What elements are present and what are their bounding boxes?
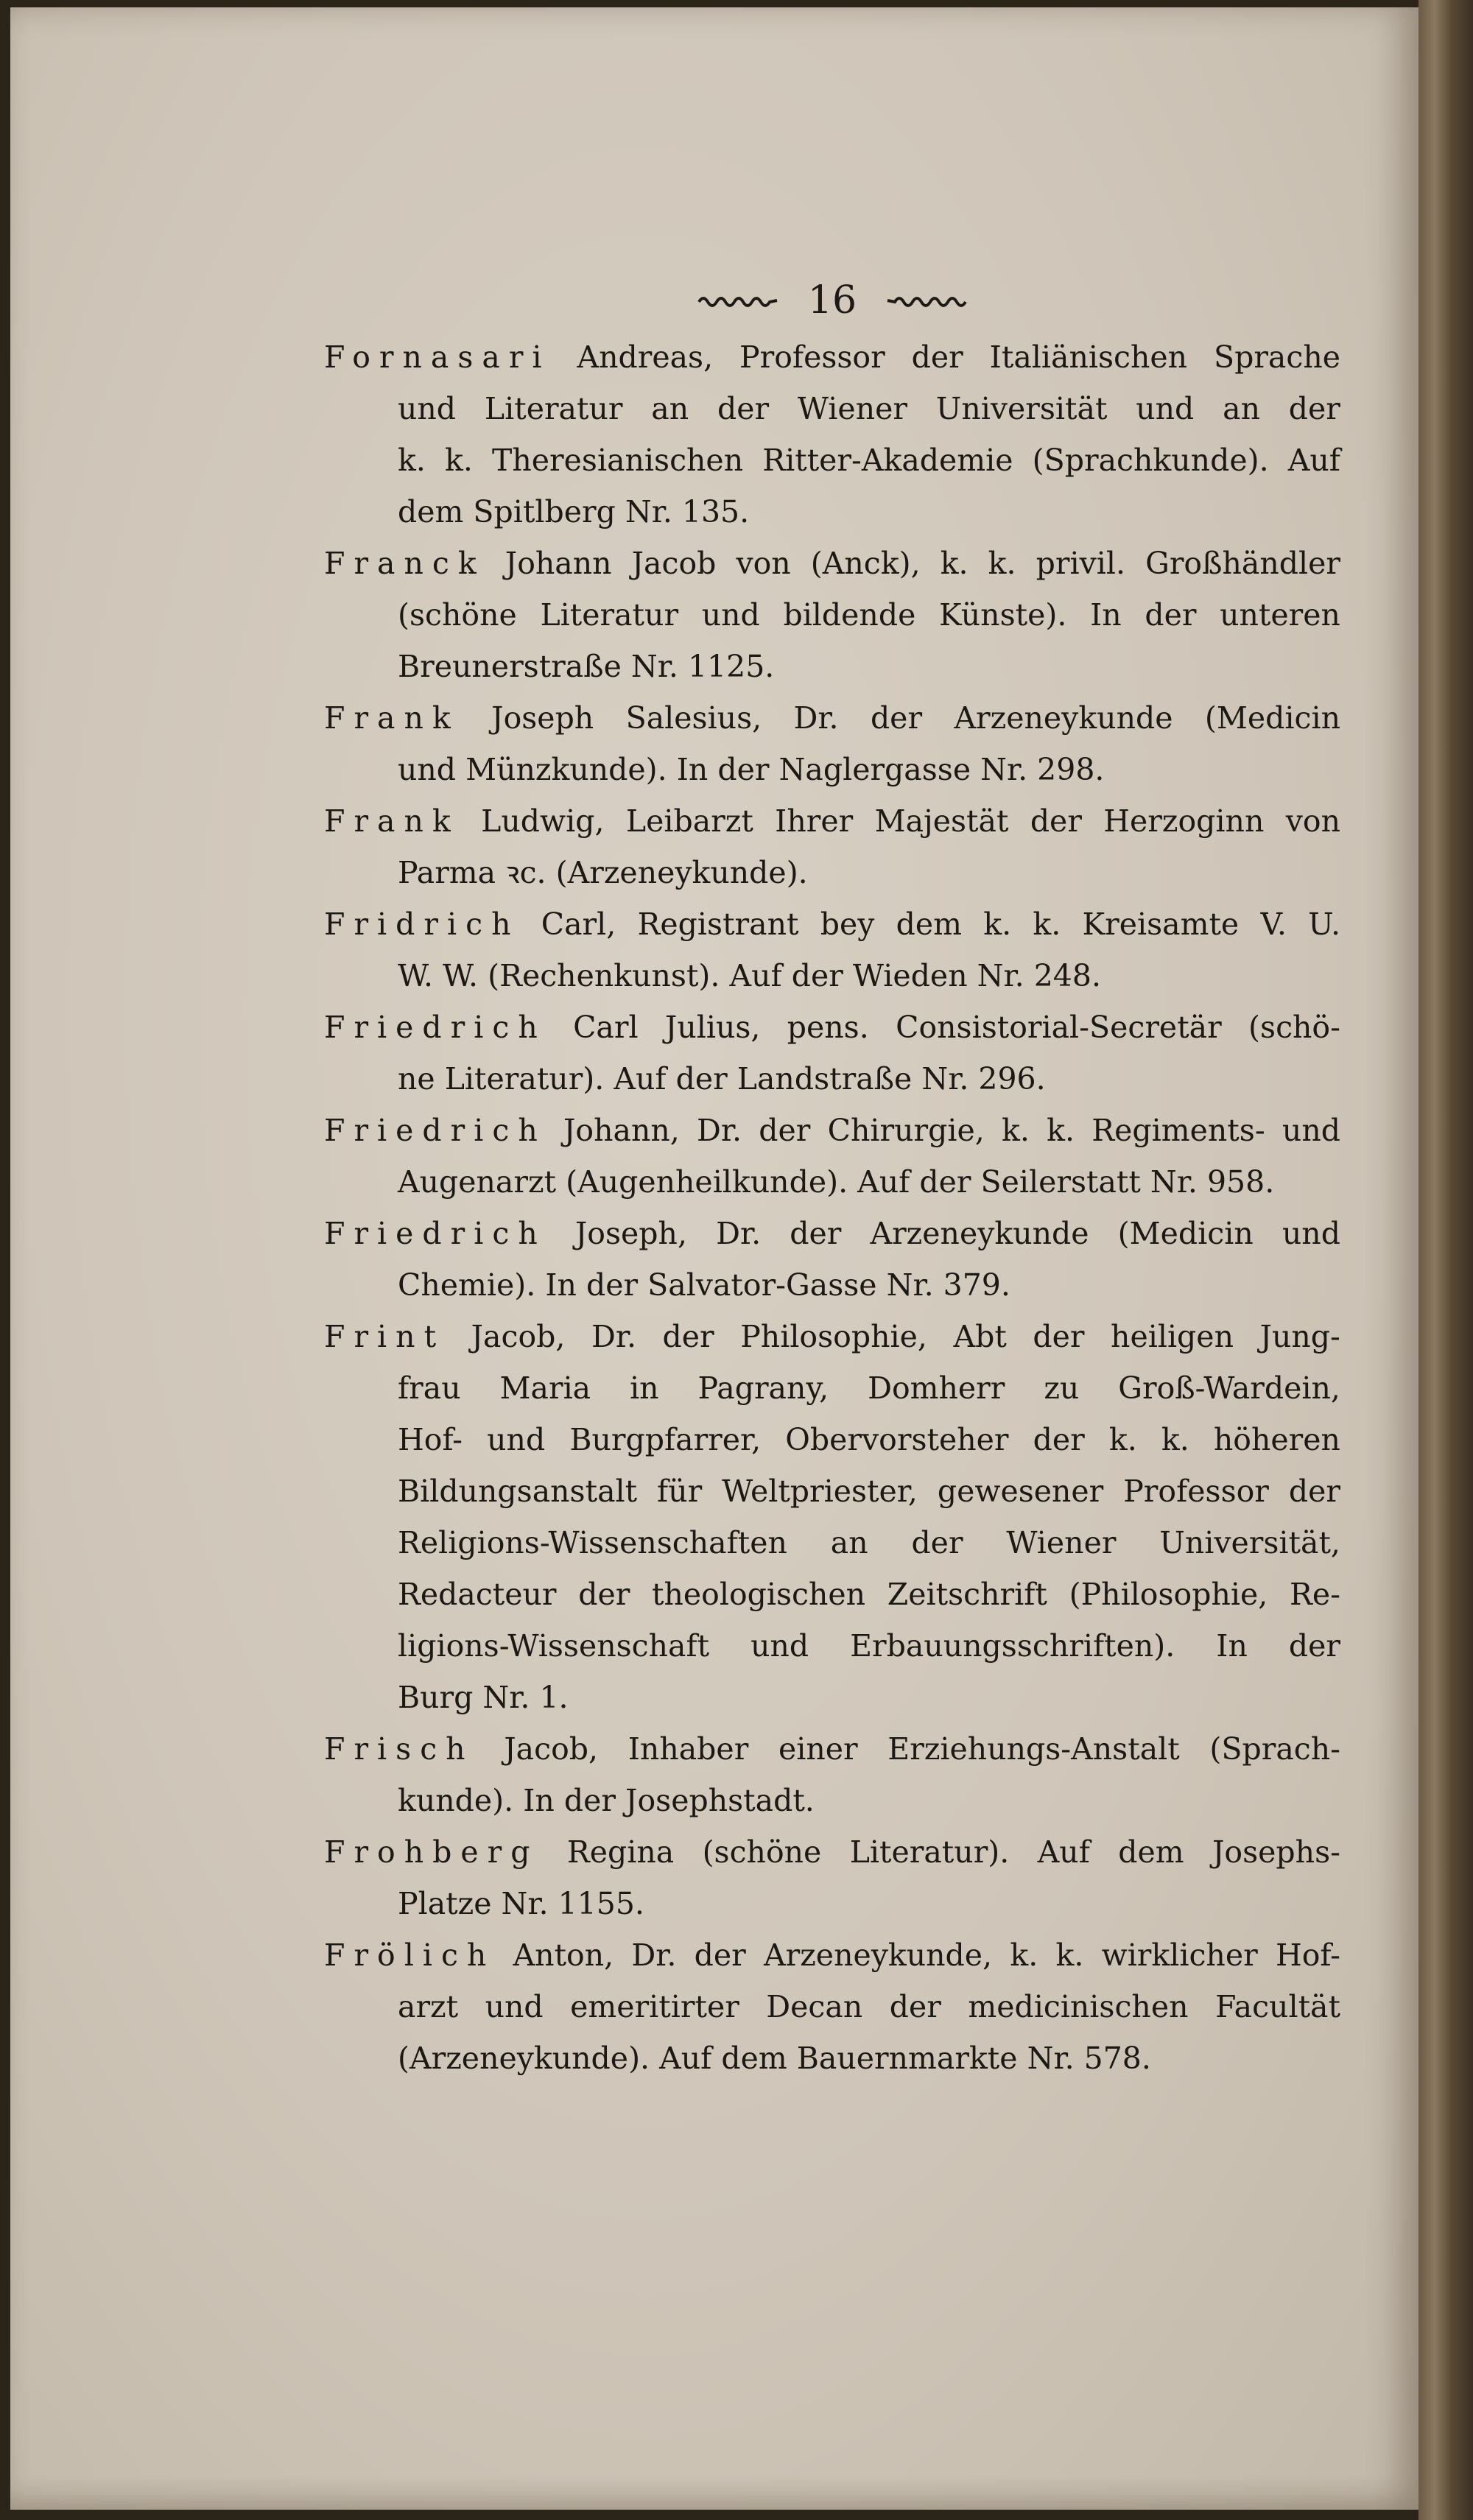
word: und — [398, 391, 457, 426]
word: Weltpriester, — [722, 1474, 918, 1509]
word: Literatur — [540, 597, 679, 633]
directory-entry — [324, 1826, 1340, 1929]
word: pens. — [787, 1010, 869, 1045]
word: Universität — [935, 391, 1108, 426]
word: Nr. — [501, 1886, 558, 1921]
word: der — [919, 1164, 981, 1200]
word: Dr. — [716, 1216, 762, 1251]
word: Leibarzt — [625, 803, 753, 839]
entry-line — [324, 1775, 1340, 1826]
word: Julius, — [664, 1010, 761, 1045]
word: Franck — [324, 546, 485, 581]
word: der — [790, 1216, 842, 1251]
word: emeritirter — [570, 1989, 739, 2024]
directory-entry — [324, 1208, 1340, 1311]
word: der — [889, 1989, 941, 2024]
word: und — [398, 752, 466, 787]
word: W. — [398, 958, 443, 993]
word: (Arzeneykunde). — [398, 2041, 660, 2076]
word: Naglergasse — [778, 752, 981, 787]
word: kunde). — [398, 1783, 524, 1818]
word: 248. — [1033, 958, 1101, 993]
word: der — [1145, 597, 1197, 633]
word: Friedrich — [324, 1113, 546, 1148]
word: Sprache — [1213, 339, 1340, 375]
directory-entries — [324, 331, 1340, 2084]
word: Consistorial-Secretär — [896, 1010, 1222, 1045]
entry-line — [324, 847, 1340, 898]
word: und — [1282, 1216, 1340, 1251]
word: ꝛc. — [505, 855, 556, 890]
word: Religions-Wissenschaften — [398, 1525, 787, 1560]
word: wirklicher — [1101, 1937, 1258, 1973]
word: 958. — [1206, 1164, 1275, 1200]
word: In — [676, 752, 718, 787]
word: Ludwig, — [481, 803, 605, 839]
word: (Philosophie, — [1069, 1577, 1268, 1612]
entry-heading-line — [324, 1002, 1340, 1053]
word: Facultät — [1214, 1989, 1340, 2024]
word: der — [675, 1061, 737, 1097]
word: Inhaber — [627, 1731, 749, 1767]
word: 135. — [681, 494, 750, 529]
word: Literatur). — [444, 1061, 614, 1097]
word: Spitlberg — [473, 494, 625, 529]
word: Nr. — [630, 649, 688, 684]
word: und — [701, 597, 760, 633]
word: der — [1288, 1628, 1340, 1664]
entry-heading-line — [324, 1929, 1340, 1981]
word: der — [717, 752, 779, 787]
word: Joseph, — [574, 1216, 687, 1251]
word: der — [1288, 391, 1340, 426]
word: in — [630, 1370, 659, 1406]
word: höheren — [1213, 1422, 1340, 1457]
word: Nr. — [886, 1267, 943, 1303]
entry-line — [324, 744, 1340, 795]
word: der — [563, 1783, 626, 1818]
word: k. — [1002, 1113, 1030, 1148]
word: Bildungsanstalt — [398, 1474, 638, 1509]
word: bey — [820, 907, 875, 942]
word: Seilerstatt — [980, 1164, 1150, 1200]
word: der — [586, 1267, 648, 1303]
word: k. — [398, 443, 426, 478]
word: (schöne — [702, 1834, 822, 1870]
word: Erbauungsschriften). — [850, 1628, 1175, 1664]
word: Andreas, — [577, 339, 714, 375]
word: Chemie). — [398, 1267, 546, 1303]
page-header — [678, 278, 987, 323]
word: Künste). — [939, 597, 1067, 633]
entry-heading-line — [324, 1208, 1340, 1259]
word: Johann, — [563, 1113, 680, 1148]
entry-line — [324, 2032, 1340, 2084]
word: Frank — [324, 803, 460, 839]
word: und — [487, 1422, 546, 1457]
word: k. — [445, 443, 473, 478]
word: Hof- — [398, 1422, 463, 1457]
word: Augenarzt — [398, 1164, 566, 1200]
word: Anton, — [513, 1937, 614, 1973]
entry-line — [324, 950, 1340, 1002]
word: Joseph — [491, 700, 594, 736]
word: (Sprach- — [1209, 1731, 1340, 1767]
right-ornament-icon — [886, 292, 967, 309]
word: Groß-Wardein, — [1118, 1370, 1340, 1406]
word: Theresianischen — [492, 443, 744, 478]
word: Registrant — [637, 907, 799, 942]
word: gewesener — [937, 1474, 1104, 1509]
word: (Rechenkunst). — [488, 958, 730, 993]
word: frau — [398, 1370, 461, 1406]
word: Regiments- — [1091, 1113, 1265, 1148]
entry-line — [324, 1569, 1340, 1620]
entry-line — [324, 1053, 1340, 1105]
entry-line — [324, 1156, 1340, 1208]
word: Ihrer — [775, 803, 854, 839]
directory-entry — [324, 1929, 1340, 2084]
word: k. — [940, 546, 968, 581]
directory-entry — [324, 692, 1340, 795]
word: arzt — [398, 1989, 459, 2024]
word: (Sprachkunde). — [1032, 443, 1269, 478]
word: Burgpfarrer, — [569, 1422, 762, 1457]
word: Platze — [398, 1886, 502, 1921]
word: der — [1288, 1474, 1340, 1509]
directory-entry — [324, 1723, 1340, 1826]
word: Friedrich — [324, 1010, 546, 1045]
word: Regina — [566, 1834, 675, 1870]
word: Pagrany, — [697, 1370, 829, 1406]
entry-heading-line — [324, 692, 1340, 744]
word: der — [911, 339, 963, 375]
entry-heading-line — [324, 538, 1340, 589]
word: (Medicin — [1204, 700, 1340, 736]
word: Italiänischen — [989, 339, 1188, 375]
directory-entry — [324, 898, 1340, 1002]
word: Nr. — [921, 1061, 979, 1097]
word: Re- — [1289, 1577, 1340, 1612]
word: U. — [1308, 907, 1340, 942]
word: 578. — [1083, 2041, 1151, 2076]
word: der — [911, 1525, 963, 1560]
word: einer — [778, 1731, 858, 1767]
entry-line — [324, 1620, 1340, 1672]
word: dem — [721, 2041, 797, 2076]
word: Chirurgie, — [827, 1113, 985, 1148]
word: Jung- — [1259, 1319, 1340, 1354]
word: zu — [1044, 1370, 1080, 1406]
word: Wieden — [852, 958, 977, 993]
word: Domherr — [868, 1370, 1005, 1406]
word: W. — [443, 958, 488, 993]
entry-heading-line — [324, 1311, 1340, 1362]
word: Literatur — [484, 391, 623, 426]
word: Dr. — [697, 1113, 742, 1148]
word: V. — [1260, 907, 1287, 942]
entry-line — [324, 434, 1340, 486]
word: k. — [1033, 907, 1061, 942]
word: 1155. — [558, 1886, 644, 1921]
word: Abt — [953, 1319, 1007, 1354]
entry-heading-line — [324, 1105, 1340, 1156]
directory-entry — [324, 1311, 1340, 1723]
directory-entry — [324, 1002, 1340, 1105]
word: Friedrich — [324, 1216, 546, 1251]
word: der — [578, 1577, 630, 1612]
word: In — [1090, 597, 1122, 633]
word: Bauernmarkte — [796, 2041, 1027, 2076]
word: k. — [1108, 1422, 1137, 1457]
word: unteren — [1220, 597, 1340, 633]
entry-heading-line — [324, 1723, 1340, 1775]
word: der — [1030, 803, 1082, 839]
entry-line — [324, 641, 1340, 692]
word: privil. — [1036, 546, 1125, 581]
word: der — [870, 700, 923, 736]
word: Arzeneykunde — [954, 700, 1173, 736]
entry-line — [324, 1517, 1340, 1569]
entry-line — [324, 1981, 1340, 2032]
entry-line — [324, 1362, 1340, 1414]
word: Auf — [614, 1061, 676, 1097]
word: und — [1282, 1113, 1340, 1148]
word: Auf — [1287, 443, 1340, 478]
word: medicinischen — [968, 1989, 1189, 2024]
word: Maria — [499, 1370, 591, 1406]
word: (schö- — [1248, 1010, 1340, 1045]
word: an — [830, 1525, 868, 1560]
word: Professor — [739, 339, 885, 375]
word: Nr. — [482, 1680, 540, 1715]
directory-entry — [324, 331, 1340, 538]
word: der — [759, 1113, 811, 1148]
word: Wiener — [797, 391, 907, 426]
word: (Medicin — [1117, 1216, 1254, 1251]
word: Josephs- — [1212, 1834, 1340, 1870]
word: Dr. — [591, 1319, 636, 1354]
word: für — [657, 1474, 703, 1509]
word: Dr. — [793, 700, 839, 736]
book-edge — [1418, 0, 1473, 2520]
word: (Augenheilkunde). — [566, 1164, 858, 1200]
word: Jacob — [631, 546, 717, 581]
word: der — [1033, 1422, 1085, 1457]
word: Majestät — [874, 803, 1009, 839]
word: Nr. — [625, 494, 682, 529]
word: Professor — [1123, 1474, 1269, 1509]
word: Frölich — [324, 1937, 496, 1973]
word: Breunerstraße — [398, 649, 631, 684]
word: Universität, — [1159, 1525, 1340, 1560]
entry-line — [324, 589, 1340, 641]
word: Hof- — [1275, 1937, 1340, 1973]
page-number: 16 — [807, 278, 857, 323]
word: (schöne — [398, 597, 517, 633]
word: ligions-Wissenschaft — [398, 1628, 710, 1664]
word: Nr. — [1150, 1164, 1207, 1200]
word: Ritter-Akademie — [762, 443, 1013, 478]
word: Carl, — [541, 907, 616, 942]
entry-heading-line — [324, 331, 1340, 383]
word: Parma — [398, 855, 506, 890]
directory-entry — [324, 795, 1340, 898]
word: Dr. — [631, 1937, 677, 1973]
word: Salvator-Gasse — [647, 1267, 887, 1303]
word: Nr. — [1027, 2041, 1084, 2076]
word: bildende — [783, 597, 916, 633]
word: Landstraße — [736, 1061, 922, 1097]
word: Auf — [1037, 1834, 1090, 1870]
word: In — [545, 1267, 586, 1303]
word: Obervorsteher — [785, 1422, 1009, 1457]
word: Nr. — [977, 958, 1034, 993]
entry-line — [324, 1465, 1340, 1517]
word: In — [523, 1783, 564, 1818]
word: Arzeneykunde, — [764, 1937, 993, 1973]
word: Jacob, — [504, 1731, 599, 1767]
left-ornament-icon — [697, 292, 778, 309]
word: Philosophie, — [740, 1319, 927, 1354]
word: an — [1223, 391, 1260, 426]
entry-line — [324, 1414, 1340, 1465]
word: der — [694, 1937, 746, 1973]
word: theologischen — [652, 1577, 866, 1612]
word: (Anck), — [810, 546, 921, 581]
word: und — [1136, 391, 1195, 426]
word: und — [485, 1989, 544, 2024]
word: Großhändler — [1145, 546, 1340, 581]
word: k. — [983, 907, 1012, 942]
word: ne — [398, 1061, 445, 1097]
word: Zeitschrift — [887, 1577, 1047, 1612]
word: dem — [398, 494, 474, 529]
word: k. — [1010, 1937, 1038, 1973]
word: Frohberg — [324, 1834, 539, 1870]
entry-heading-line — [324, 898, 1340, 950]
word: und — [750, 1628, 809, 1664]
directory-entry — [324, 538, 1340, 692]
word: von — [1285, 803, 1340, 839]
word: Wiener — [1006, 1525, 1117, 1560]
word: Herzoginn — [1103, 803, 1265, 839]
word: Frank — [324, 700, 460, 736]
directory-entry — [324, 1105, 1340, 1208]
word: der — [1033, 1319, 1085, 1354]
word: Fornasari — [324, 339, 551, 375]
word: Erziehungs-Anstalt — [887, 1731, 1180, 1767]
word: Auf — [729, 958, 792, 993]
word: Auf — [659, 2041, 722, 2076]
entry-line — [324, 1878, 1340, 1929]
word: k. — [1161, 1422, 1189, 1457]
word: 1. — [539, 1680, 569, 1715]
entry-line — [324, 1259, 1340, 1311]
word: k. — [1055, 1937, 1084, 1973]
entry-line — [324, 486, 1340, 538]
word: Johann — [505, 546, 612, 581]
word: Carl — [573, 1010, 639, 1045]
word: k. — [988, 546, 1016, 581]
word: Burg — [398, 1680, 483, 1715]
word: Nr. — [980, 752, 1038, 787]
word: 296. — [978, 1061, 1046, 1097]
word: In — [1216, 1628, 1248, 1664]
entry-heading-line — [324, 795, 1340, 847]
word: Frint — [324, 1319, 446, 1354]
word: von — [736, 546, 791, 581]
word: der — [791, 958, 853, 993]
word: Literatur). — [849, 1834, 1010, 1870]
word: 1125. — [687, 649, 775, 684]
word: Arzeneykunde — [870, 1216, 1089, 1251]
word: Auf — [857, 1164, 920, 1200]
word: Salesius, — [625, 700, 762, 736]
word: Josephstadt. — [625, 1783, 815, 1818]
word: Fridrich — [324, 907, 520, 942]
word: Redacteur — [398, 1577, 557, 1612]
entry-line — [324, 383, 1340, 434]
word: Kreisamte — [1082, 907, 1240, 942]
word: dem — [896, 907, 962, 942]
word: (Arzeneykunde). — [555, 855, 808, 890]
word: an — [651, 391, 689, 426]
word: dem — [1118, 1834, 1184, 1870]
word: k. — [1047, 1113, 1075, 1148]
entry-line — [324, 1672, 1340, 1723]
word: Decan — [766, 1989, 863, 2024]
entry-heading-line — [324, 1826, 1340, 1878]
word: Münzkunde). — [465, 752, 677, 787]
word: 298. — [1037, 752, 1105, 787]
word: Jacob, — [471, 1319, 566, 1354]
word: heiligen — [1111, 1319, 1234, 1354]
word: der — [662, 1319, 714, 1354]
word: der — [717, 391, 770, 426]
word: Frisch — [324, 1731, 474, 1767]
word: 379. — [943, 1267, 1010, 1303]
